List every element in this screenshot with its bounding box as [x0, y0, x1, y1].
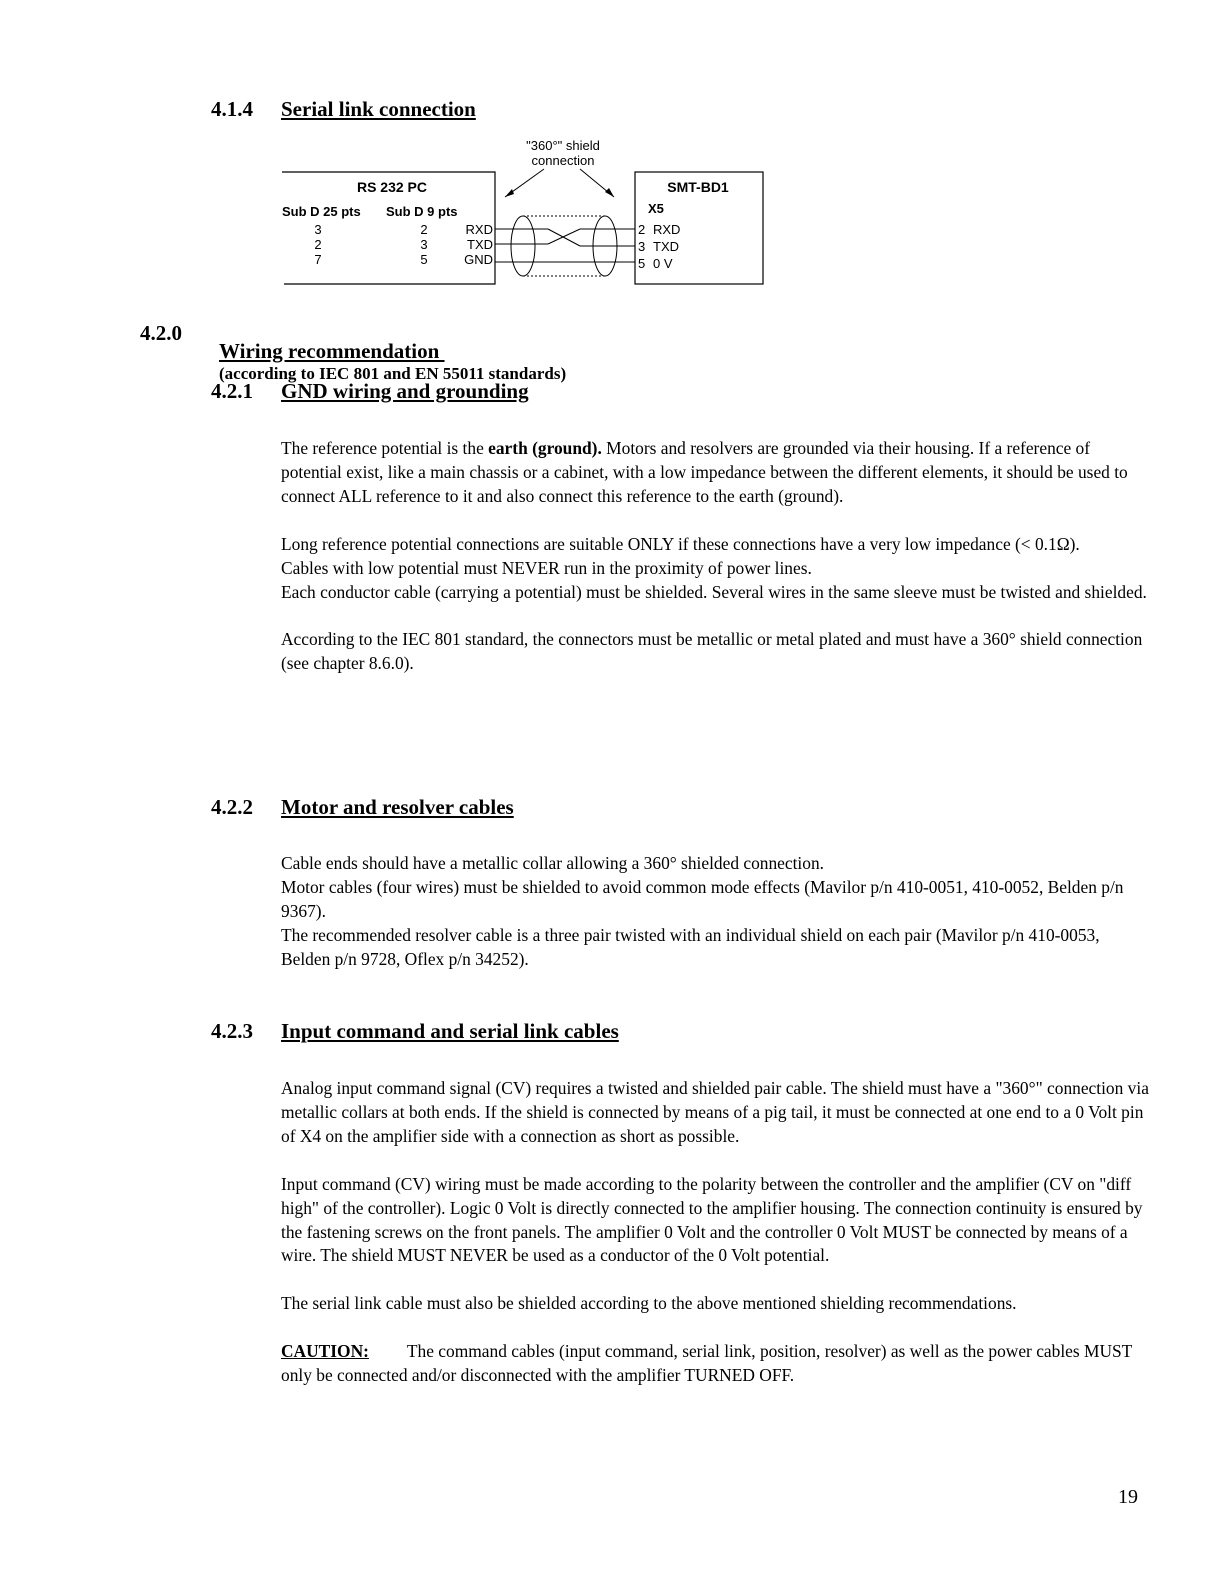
left-signal-rxd: RXD — [465, 222, 493, 237]
cable-wires — [495, 229, 635, 262]
section-number-4-2-1: 4.2.1 — [211, 379, 253, 403]
left-box-title: RS 232 PC — [356, 179, 428, 195]
motor-body — [281, 852, 1151, 972]
gnd-paragraph-4: Each conductor cable (carrying a potential) must be shielded. Several wires in the same sleeve must be twisted and shielded. — [281, 581, 1147, 602]
pin25-row1: 3 — [314, 222, 322, 237]
pin25-row2: 2 — [314, 237, 322, 252]
input-paragraph-1: Analog input command signal (CV) requires a twisted and shielded pair cable. The shield must have a "360°" connection via metallic collars at both ends. If the shield is connected by means of a pig tail, it must be connected at one end to a 0 Volt pin of X4 on the amplifier side with a connection as short as possible. — [281, 1078, 1149, 1146]
right-pin-row1: 2 — [638, 222, 646, 237]
gnd-paragraph-1 — [281, 437, 1151, 509]
shield-label-line1: "360°" shield — [526, 138, 600, 153]
right-box-title: SMT-BD1 — [667, 179, 729, 195]
section-title-4-2-2: Motor and resolver cables — [281, 795, 514, 819]
section-title-4-2-1: GND wiring and grounding — [281, 379, 529, 403]
shield-ring-left — [511, 216, 535, 276]
serial-link-diagram — [280, 136, 770, 292]
pin9-row2: 3 — [420, 237, 428, 252]
caution-text: The command cables (input command, serial link, position, resolver) as well as the power cables MUST only be connected and/or disconnected with the amplifier TURNED OFF. — [281, 1341, 1132, 1386]
right-connector-label: X5 — [648, 201, 664, 216]
caution-paragraph — [281, 1340, 1151, 1388]
gnd-body — [281, 437, 1151, 676]
arrow-head-right-icon — [605, 188, 614, 197]
sub-d-9-header: Sub D 9 pts — [386, 204, 458, 219]
section-title-4-1-4: Serial link connection — [281, 97, 476, 121]
right-pin-row2: 3 — [638, 239, 646, 254]
motor-paragraph-3: The recommended resolver cable is a three pair twisted with an individual shield on each pair (Mavilor p/n 410-0053, Belden p/n 9728, Oflex p/n 34252). — [281, 924, 1100, 969]
gnd-p1-text-b: Motors and resolvers are grounded via their housing. If a reference of potential exist, like a main chassis or a cabinet, with a low impedance between the different elements, it should be used to connect ALL reference to it and also connect this reference to the earth (ground). — [281, 438, 1128, 506]
right-pin-row3: 5 — [638, 256, 646, 271]
left-signal-txd: TXD — [467, 237, 493, 252]
right-signal-txd: TXD — [653, 239, 679, 254]
section-number-4-1-4: 4.1.4 — [211, 97, 253, 121]
section-title-4-2-0: Wiring recommendation — [219, 339, 445, 363]
section-number-4-2-3: 4.2.3 — [211, 1019, 253, 1043]
motor-paragraph-1: Cable ends should have a metallic collar allowing a 360° shielded connection. — [281, 853, 825, 873]
section-title-4-2-3: Input command and serial link cables — [281, 1019, 619, 1043]
gnd-p1-bold: earth (ground). — [488, 438, 602, 458]
sub-d-25-header: Sub D 25 pts — [282, 204, 361, 219]
shield-label-line2: connection — [531, 153, 595, 168]
caution-label: CAUTION: — [281, 1341, 369, 1362]
input-body — [281, 1077, 1151, 1388]
section-number-4-2-0: 4.2.0 — [140, 321, 182, 345]
pin9-row1: 2 — [420, 222, 428, 237]
right-signal-rxd: RXD — [653, 222, 681, 237]
section-subtitle-4-2-0: (according to IEC 801 and EN 55011 standards) — [219, 364, 567, 383]
motor-paragraph-2: Motor cables (four wires) must be shielded to avoid common mode effects (Mavilor p/n 410-0051, 410-0052, Belden p/n 9367). — [281, 876, 1124, 921]
input-paragraph-3: The serial link cable must also be shielded according to the above mentioned shielding recommendations. — [281, 1293, 1017, 1314]
gnd-paragraph-2: Long reference potential connections are suitable ONLY if these connections have a very low impedance (< 0.1Ω). — [281, 533, 1080, 554]
input-paragraph-2: Input command (CV) wiring must be made according to the polarity between the controller and the amplifier (CV on "diff high" of the controller). Logic 0 Volt is directly connected to the amplifier housing. The connection continuity is ensured by the fastening screws on the front panels. The amplifier 0 Volt and the controller 0 Volt MUST be connected by means of a wire. The shield MUST NEVER be used as a conductor of the 0 Volt potential. — [281, 1173, 1143, 1266]
pin25-row3: 7 — [314, 252, 322, 267]
left-signal-gnd: GND — [464, 252, 493, 267]
gnd-p1-text-a: The reference potential is the — [281, 438, 489, 458]
arrow-head-left-icon — [505, 189, 514, 197]
page-number: 19 — [1118, 1486, 1138, 1508]
right-signal-0v: 0 V — [653, 256, 673, 271]
section-number-4-2-2: 4.2.2 — [211, 795, 253, 819]
pin9-row3: 5 — [420, 252, 428, 267]
section-heading-4-2-0 — [211, 321, 566, 384]
gnd-paragraph-5: According to the IEC 801 standard, the connectors must be metallic or metal plated and must have a 360° shield connection (see chapter 8.6.0). — [281, 629, 1143, 674]
gnd-paragraph-3: Cables with low potential must NEVER run in the proximity of power lines. — [281, 557, 812, 578]
